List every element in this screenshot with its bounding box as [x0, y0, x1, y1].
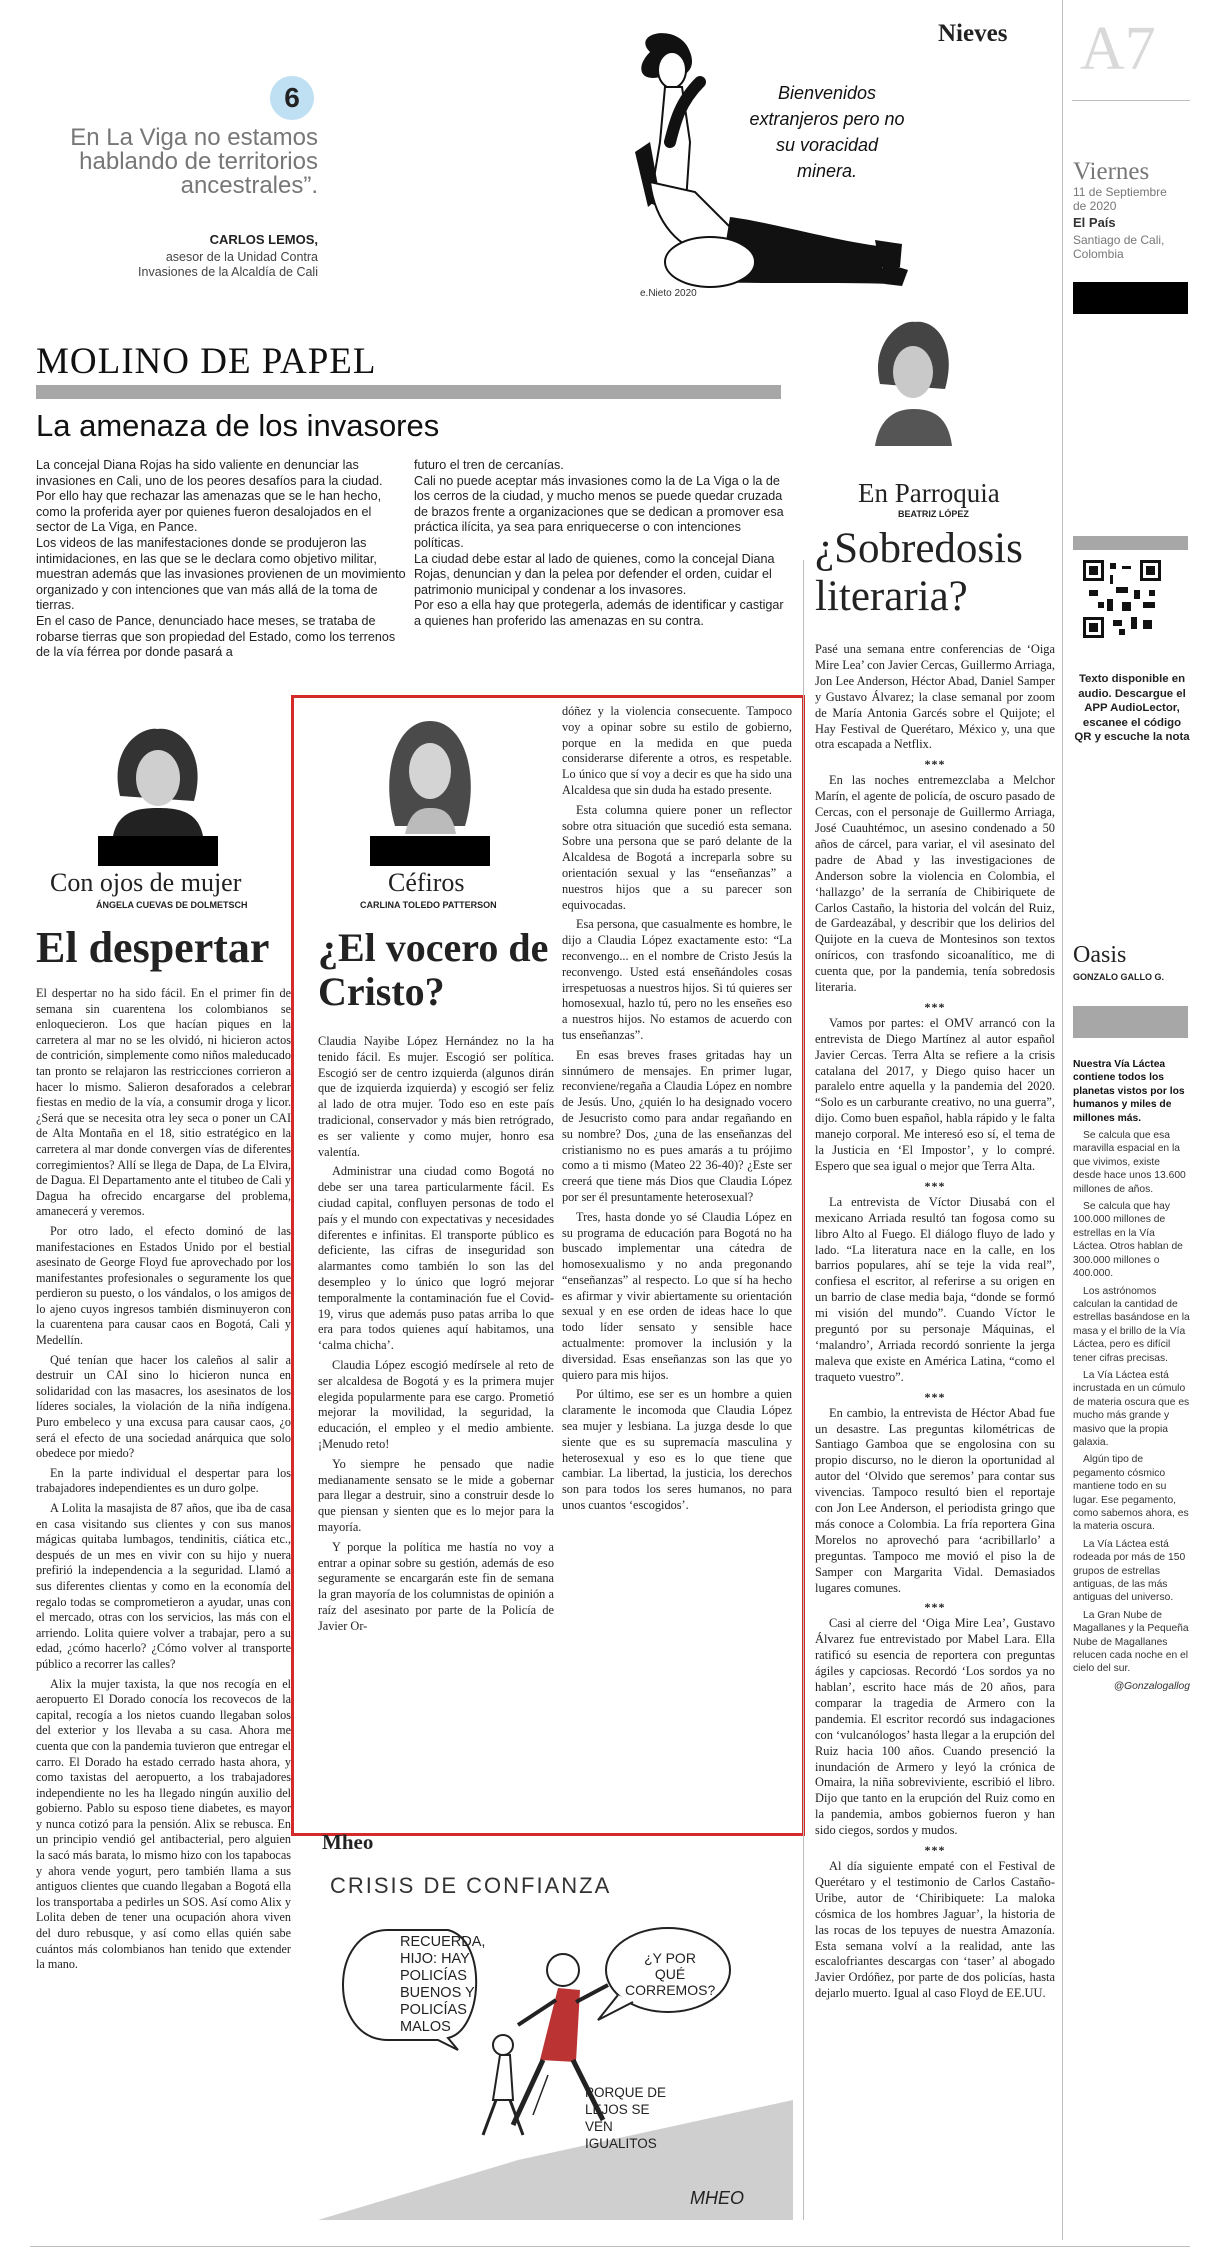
ojos-body	[36, 986, 291, 2226]
page-number: A7	[1080, 15, 1156, 83]
mheo-title: CRISIS DE CONFIANZA	[330, 1873, 612, 1898]
cefiros-paragraph: Tres, hasta donde yo sé Claudia López en su programa de educación para Bogotá no ha buscado implementar una cátedra de homosexualismo y no anda pregonando “enseñanzas” al respecto. Lo que sí ha hecho es afirmar y vivir abiertamente su orientación sexual y en ese orden de ideas hace lo que todo líder sensato y sensible hace actualmente: promover la inclusión y la diversidad. Esas enseñanzas son las que yo quiero para mis hijos.	[562, 1209, 792, 1382]
ojos-column-name: Con ojos de mujer	[50, 868, 242, 897]
oasis-paragraph: La Vía Láctea está rodeada por más de 150 grupos de estrellas antiguas, de las más antiguas del universo.	[1073, 1538, 1186, 1604]
ojos-paragraph: El despertar no ha sido fácil. En el primer fin de semana sin cuarentena los colombianos se enloquecieron. Los que hacían piques en la carretera al mar no se les olvidó, ni hicieron actos de contrición, simplemente como niños maleducado tan pronto se relajaron las restricciones corrieron a hacer lo mismo. Salieron desaforados a celebrar fiestas en medio de la vía, a consumir droga y licor. ¿Será que se necesita otra ley seca o poner un CAI de Alta Montaña en el 18, sitio estratégico en la carretera al mar donde convergen vías de diferentes corregimientos? Allí se llega de Dapa, de La Elvira, de Dagua. El Departamento ante el titubeo de Cali y Dagua ha ofrecido encargarse del problema, amanecerá y veremos.	[36, 986, 291, 1219]
cartoon-caption: Bienvenidos extranjeros pero no su voracidad minera.	[749, 83, 905, 181]
date-rest: 11 de Septiembre de 2020	[1073, 185, 1167, 213]
cefiros-paragraph: Claudia Nayibe López Hernández no la ha tenido fácil. Es mujer. Escogió ser política. Escogió ser de centro izquierda (algunos dirán que de izquierda izquierda) y escogió ser feliz al lado de otra mujer. Todo eso en este país tradicional, conservador y más bien retrógrado, es ser valiente y como mujer, honro esa valentía.	[318, 1034, 554, 1159]
mheo-bubble-1: RECUERDA, HIJO: HAY POLICÍAS BUENOS Y POLICÍAS MALOS	[400, 1934, 486, 2035]
qr-code-icon	[1083, 560, 1161, 638]
cefiros-col2	[562, 704, 792, 1814]
cefiros-column-name: Céfiros	[388, 868, 465, 897]
paragraph-separator: ***	[924, 1843, 946, 1858]
oasis-lead: Nuestra Vía Láctea contiene todos los planetas vistos por los humanos y miles de millones más.	[1073, 1059, 1185, 1124]
qr-code[interactable]	[1083, 560, 1161, 638]
molino-section-title: MOLINO DE PAPEL	[36, 341, 377, 382]
ojos-paragraph: Qué tenían que hacer los caleños al salir a destruir un CAI sino lo hicieron nunca en solidaridad con las masacres, los asesinatos de los líderes sociales, la violación de la niña indígena. Puro embeleco y una excusa para causar caos, ¿o será el efecto de una sociedad anárquica que solo obedece por miedo?	[36, 1352, 291, 1461]
oasis-handle: @Gonzalogallog	[1113, 1680, 1190, 1692]
portrait-photo	[370, 716, 490, 834]
cefiros-paragraph: Administrar una ciudad como Bogotá no debe ser una tarea particularmente fácil. Es ciudad capital, confluyen personas de todo el país y el mundo con expectativas y necesidades diferentes e infinitas. El transporte público es deficiente, las cifras de inseguridad son alarmantes como también lo son las del desempleo y lo único que logró mejorar temporalmente la contaminación fue el Covid-19, virus que además puso patas arriba lo que era para todos quienes aquí habitamos, una ‘calma chicha’.	[318, 1164, 554, 1353]
oasis-paragraph: La Vía Láctea está incrustada en un cúmulo de materia oscura que es mucho más grande y masivo que la propia galaxia.	[1073, 1369, 1190, 1448]
mheo-cartoon	[318, 1910, 793, 2220]
molino-col1: La concejal Diana Rojas ha sido valiente en denunciar las invasiones en Cali, uno de los peores desafíos para la ciudad. Por ello hay que rechazar las amenazas que se le han hecho, como la proferida ayer por quienes fueron desalojados en el sector de La Viga, en Pance. Los videos de las manifestaciones donde se produjeron las intimidaciones, en las que se le declara como objetivo militar, muestran además que las invasiones provienen de un movimiento organizado y con intenciones que van más allá de la toma de tierras. En el caso de Pance, denunciado hace meses, se trataba de robarse tierras que son propiedad del Estado, como los terrenos de la vía férrea por donde pasará a	[36, 458, 406, 660]
paragraph-separator: ***	[924, 1178, 946, 1193]
cefiros-paragraph: En esas breves frases gritadas hay un sinnúmero de mensajes. En primer lugar, reconviene/regaña a Claudia López en nombre de Jesús. Uno, ¿quién lo ha designado vocero de Jesucristo como para andar regañando en su nombre? Dos, ¿una de las enseñanzas del cristianismo no es pues amarás a tu prójimo como a ti mismo (Mateo 22 36-40)? ¿Este ser creerá que tiene más Dios que Claudia López por ser él presuntamente heterosexual?	[562, 1047, 792, 1204]
column-divider	[1062, 0, 1063, 2240]
city: Santiago de Cali, Colombia	[1073, 233, 1165, 261]
cefiros-paragraph: Y porque la política me hastía no voy a entrar a opinar sobre su gestión, además de eso seguramente se encargarán este fin de semana la gran mayoría de los columnistas de opinión a raíz del asesinato por parte de la Policía de Javier Or-	[318, 1539, 554, 1633]
cefiros-portrait	[370, 716, 490, 866]
paragraph-separator: ***	[924, 999, 946, 1014]
cefiros-title: ¿El vocero de Cristo?	[318, 925, 549, 1014]
parroquia-column-name: En Parroquia	[858, 478, 1000, 508]
cefiros-paragraph: Por último, ese ser es un hombre a quien claramente le incomoda que Claudia López sea mujer y lesbiana. La juzga desde lo que siente que es su supremacía masculina y heterosexual y eso es lo que tiene que cambiar. La libertad, la justicia, los derechos son para todos los seres humanos, no para unos cuantos ‘escogidos’.	[562, 1387, 792, 1513]
molino-col2: futuro el tren de cercanías. Cali no puede aceptar más invasiones como la de La Viga o la de los cerros de la ciudad, y mucho menos se puede quedar cruzada de brazos frente a organizaciones que se dedican a promover esa práctica ilícita, ya sea para enriquecerse o con intenciones políticas. La ciudad debe estar al lado de quienes, como la concejal Diana Rojas, denuncian y dan la pelea por defender el orden, cuidar el patrimonio municipal y condenar a los invasores. Por eso a ella hay que protegerla, además de identificar y castigar a quienes han proferido las amenazas en su contra.	[414, 458, 784, 628]
cefiros-paragraph: Yo siempre he pensado que nadie medianamente sensato se le mide a gobernar para llegar a destruir, sino a construir desde lo que piensan y sienten que es lo mejor para la mayoría.	[318, 1456, 554, 1534]
cartoon-signature: e.Nieto 2020	[640, 288, 697, 299]
ojos-paragraph: Alix la mujer taxista, la que nos recogía en el aeropuerto El Dorado conocía los recovecos de la capital, recogía a los nietos cuando llegaban solos del exterior y los llevaba a su casa. Ahora me cuenta que con la pandemia tuvieron que entregar el carro. El Dorado ha estado cerrado hasta ahora, y como taxistas del aeropuerto, a los trabajadores independiente no les ha llegado ningún auxilio del gobierno. Pablo su esposo tiene diabetes, es mayor y nunca cotizó para la pensión. Alix se rebusca. En un principio vendió gel antibacterial, pero alguien la sacó más barata, lo mismo hizo con los tapabocas y ahora vende yogurt, pero también llama a sus antiguos clientes que cuando llegaban a Bogotá ella los transportaba a pedirles un SOS. Así como Alix y Lolita deben de tener una ocupación ahora viven del duro rebusque, y así como ellas quién sabe cuántos más colombianos han tenido que extender la mano.	[36, 1676, 291, 1972]
parroquia-paragraph: La entrevista de Víctor Diusabá con el mexicano Arriada resultó tan fogosa como su libro Alto al Fuego. El diálogo fluyo de lado y lado. “La literatura nace en la calle, en los barrios populares, ahí se teje la vida real”, confiesa el escritor, al referirse a su origen en un barrio de clase media baja, “donde se formó mi visión del mundo”. Cuando Víctor le preguntó por su personaje Máquinas, el ‘malandro’, Arriada recordó sonriente la jerga maleva que existe en América Latina, “como el traqueto vuestro”.	[815, 1194, 1055, 1384]
ojos-portrait	[98, 726, 218, 866]
oasis-paragraph: La Gran Nube de Magallanes y la Pequeña Nube de Magallanes relucen cada noche en el cielo del sur.	[1073, 1609, 1189, 1675]
parroquia-paragraph: Casi al cierre del ‘Oiga Mire Lea’, Gustavo Álvarez fue entrevistado por Mabel Lara. Ella ratificó su esencia de reportera con preguntas ágiles y capciosas. Recordó ‘Los sordos ya no hablan’, escrito hace más de 20 años, para comparar la tragedia de Armero con la pandemia. El escritor recordó sus indagaciones con ‘vulcanólogos’ hasta llegar a la erupción del Ruiz hacia 100 años. Cuando presenció la inundación de Armero y leyó la crónica de Omaira, la niña sobreviviente, escribió el libro. Dijo que tanto en la erupción del Ruiz como en la pandemia, ambos gobiernos fueron y han sido ciegos, sordos y mudos.	[815, 1616, 1055, 1838]
cartoon-drawing	[318, 1910, 793, 2220]
cefiros-paragraph: Esa persona, que casualmente es hombre, le dijo a Claudia López exactamente esto: “La reconvengo... en el nombre de Cristo Jesús la reconvengo. Usted está enseñándoles cosas irrespetuosas a nuestros hijos. Si tú quieres ser homosexual, hazlo tú, pero no les enseñes eso a nuestros hijos. No estamos de acuerdo con tus enseñanzas”.	[562, 917, 792, 1042]
molino-gray-bar	[36, 385, 781, 399]
oasis-paragraph: Se calcula que hay 100.000 millones de estrellas en la Vía Láctea. Otros hablan de 300.000 millones o 400.000.	[1073, 1201, 1183, 1280]
mheo-bubble-2: ¿Y POR QUÉ CORREMOS?	[625, 1950, 716, 1998]
parroquia-paragraph: En las noches entremezclaba a Melchor Marín, el agente de policía, de oscuro pasado de Cercas, con el personaje de Guillermo Arriaga, José Cuauhtémoc, un asesino condenado a 50 años de cárcel, para variar, el vil asesinato del padre de Abad y las investigaciones de Anderson sobre la violencia en Colombia, el ‘hallazgo’ de la serranía de Chibiriquete de Carlos Castaño, la historia del volcán del Ruiz, de Gardeazábal, y describir que los delirios del Quijote en la cueva de Montesinos son textos oníricos, con trasfondo sicoanalítico, me di cuenta que, por la pandemia, tenía sobredosis literaria.	[815, 773, 1055, 995]
oasis-paragraph: Algún tipo de pegamento cósmico mantiene todo en su lugar. Ese pegamento, como sabemos ahora, es la materia oscura.	[1073, 1454, 1189, 1533]
cefiros-paragraph: Claudia López escogió medírsele al reto de ser alcaldesa de Bogotá y es la primera mujer elegida popularmente para ese cargo. Prometió mejorar la movilidad, la seguridad, la educación, el empleo y el medio ambiente. ¡Menudo reto!	[318, 1357, 554, 1451]
qr-description: Texto disponible en audio. Descargue el APP AudioLector, escanee el código QR y escuche la nota	[1074, 673, 1190, 743]
ojos-title: El despertar	[36, 923, 270, 972]
oasis-paragraph: Se calcula que esa maravilla espacial en la que vivimos, existe desde hace unos 13.600 millones de años.	[1073, 1130, 1186, 1195]
parroquia-portrait	[870, 314, 955, 446]
column-divider	[803, 560, 804, 2220]
cefiros-paragraph: dóñez y la violencia consecuente. Tampoco voy a opinar sobre su estilo de gobierno, porque en la medida en que pueda considerarse diferente a otros, es respetable. Lo único que sí voy a decir es que ha sido una Alcaldesa que sin duda ha estado presente.	[562, 704, 792, 797]
paragraph-separator: ***	[924, 1600, 946, 1615]
parroquia-paragraph: Pasé una semana entre conferencias de ‘Oiga Mire Lea’ con Javier Cercas, Guillermo Arriaga, Jon Lee Anderson, Héctor Abad, Daniel Samper y Gustavo Álvarez; la clase semanal por zoom de María Antonia Garcés sobre el Quijote; el Hay Festival de Querétaro, México y, una que otra escapada a Netflix.	[815, 642, 1055, 752]
oasis-body	[1073, 1058, 1190, 1693]
bottom-rule	[30, 2246, 1190, 2247]
quote-author: CARLOS LEMOS,	[209, 232, 318, 247]
paragraph-separator: ***	[924, 757, 946, 772]
ojos-author: ÁNGELA CUEVAS DE DOLMETSCH	[96, 900, 248, 910]
date-day: Viernes	[1073, 158, 1150, 185]
parroquia-author: BEATRIZ LÓPEZ	[898, 509, 969, 519]
newspaper-name: El País	[1073, 215, 1116, 230]
cefiros-paragraph: Esta columna quiere poner un reflector sobre otra situación que sucedió esta semana. Sobre una persona que se paró delante de la Alcaldesa de Bogotá a increparla sobre su orientación sexual y las “enseñanzas” a nuestros hijos que a su parecer son equivocadas.	[562, 802, 792, 912]
cefiros-author: CARLINA TOLEDO PATTERSON	[360, 900, 497, 910]
quote-badge	[270, 76, 314, 120]
sidebar-gray-bar	[1073, 536, 1188, 550]
header-black-bar	[1073, 282, 1188, 314]
parroquia-paragraph: Vamos por partes: el OMV arrancó con la entrevista de Diego Martínez al autor español Javier Cercas. Terra Alta se refiere a la crisis catalana del 2017, y Diego quiso hacer un paralelo entre aquella y la pandemia del 2020. “Solo es un carburante creativo, no una guerra”, dijo. Como buen español, habla rápido y le falta manejo corporal. Me interesó eso sí, el tema de la Justicia en ‘El Impostor’, y lo compré. Espero que sea igual o mejor que Terra Alta.	[815, 1015, 1055, 1173]
parroquia-paragraph: Al día siguiente empaté con el Festival de Querétaro y el testimonio de Carlos Castaño-Uribe, autor de ‘Chiribiquete: La maloka cósmica de los hombres Jaguar’, la historia de las rocas de los tepuyes de nuestra Amazonía. Esta semana volví a la realidad, ante las escalofriantes descargas con ‘taser’ al abogado Javier Ordóñez, por parte de dos policías, hasta dejarlo muerto. Igual al caso Floyd de EE.UU.	[815, 1858, 1055, 2001]
portrait-bar	[98, 836, 218, 866]
header-rule	[1072, 100, 1190, 101]
quote-text: En La Viga no estamos hablando de territorios ancestrales”.	[70, 124, 318, 199]
portrait-bar	[370, 836, 490, 866]
section-label: Nieves	[938, 20, 1008, 47]
oasis-paragraph: Los astrónomos calculan la cantidad de estrellas basándose en la masa y el brillo de la Vía Láctea, pero es difícil tener cifras precisas.	[1073, 1285, 1190, 1364]
portrait-photo	[870, 314, 955, 446]
oasis-column-name: Oasis	[1073, 942, 1127, 968]
oasis-author: GONZALO GALLO G.	[1073, 972, 1164, 982]
mheo-section: Mheo	[322, 1830, 374, 1854]
parroquia-body	[815, 642, 1055, 2222]
cefiros-col1	[318, 1034, 554, 1816]
portrait-photo	[98, 726, 218, 836]
paragraph-separator: ***	[924, 1389, 946, 1404]
parroquia-paragraph: En cambio, la entrevista de Héctor Abad fue un desastre. Las preguntas kilométricas de Santiago Gamboa que se engolosina con su propio discurso, no le dieron la oportunidad al autor del ‘Olvido que seremos’ para contar sus vivencias. Tampoco resultó bien el reportaje con Jon Lee Anderson, el periodista gringo que más conoce a Colombia. La fría reportera Gina Morelos no aprovechó para ‘acribillarlo’ a preguntas. Tampoco me movió el piso la de Samper con Margarita Vidal. Demasiados lugares comunes.	[815, 1405, 1055, 1595]
ojos-paragraph: A Lolita la masajista de 87 años, que iba de casa en casa visitando sus clientes y con sus manos mágicas quitaba lumbagos, tendinitis, ciática etc., después de un mes en vivir con su hijo y nuera prefirió la independencia a la seguridad. Llamó a sus diferentes clientas y como en la economía del regalo todas se comprometieron a ayudar, unas con el mercado, otras con los servicios, las más con el arriendo. Lolita quiere volver a trabajar, pero a su edad, ¿cómo hacerlo? ¿Cómo volver al transporte público a recorrer las calles?	[36, 1501, 291, 1671]
quote-badge-number: 6	[284, 82, 300, 113]
oasis-gray-bar	[1073, 1006, 1188, 1038]
quote-role: asesor de la Unidad Contra Invasiones de la Alcaldía de Cali	[138, 250, 318, 279]
mheo-bubble-3: PORQUE DE LEJOS SE VEN IGUALITOS	[585, 2085, 667, 2151]
ojos-paragraph: En la parte individual el despertar para los trabajadores independientes es un duro golpe.	[36, 1465, 291, 1496]
molino-title: La amenaza de los invasores	[36, 408, 440, 443]
mheo-signature: MHEO	[690, 2188, 744, 2208]
ojos-paragraph: Por otro lado, el efecto dominó de las manifestaciones en Estados Unido por el bestial asesinato de George Floyd fue aprovechado por los manifestantes profesionales o seguramente los que perdieron su puesto, o los vándalos, o los amigos de lo ajeno cuyos ingresos también disminuyeron con la cuarentena para causar caos en Bogotá, Cali y Medellín.	[36, 1223, 291, 1348]
parroquia-title: ¿Sobredosis literaria?	[815, 525, 1023, 620]
